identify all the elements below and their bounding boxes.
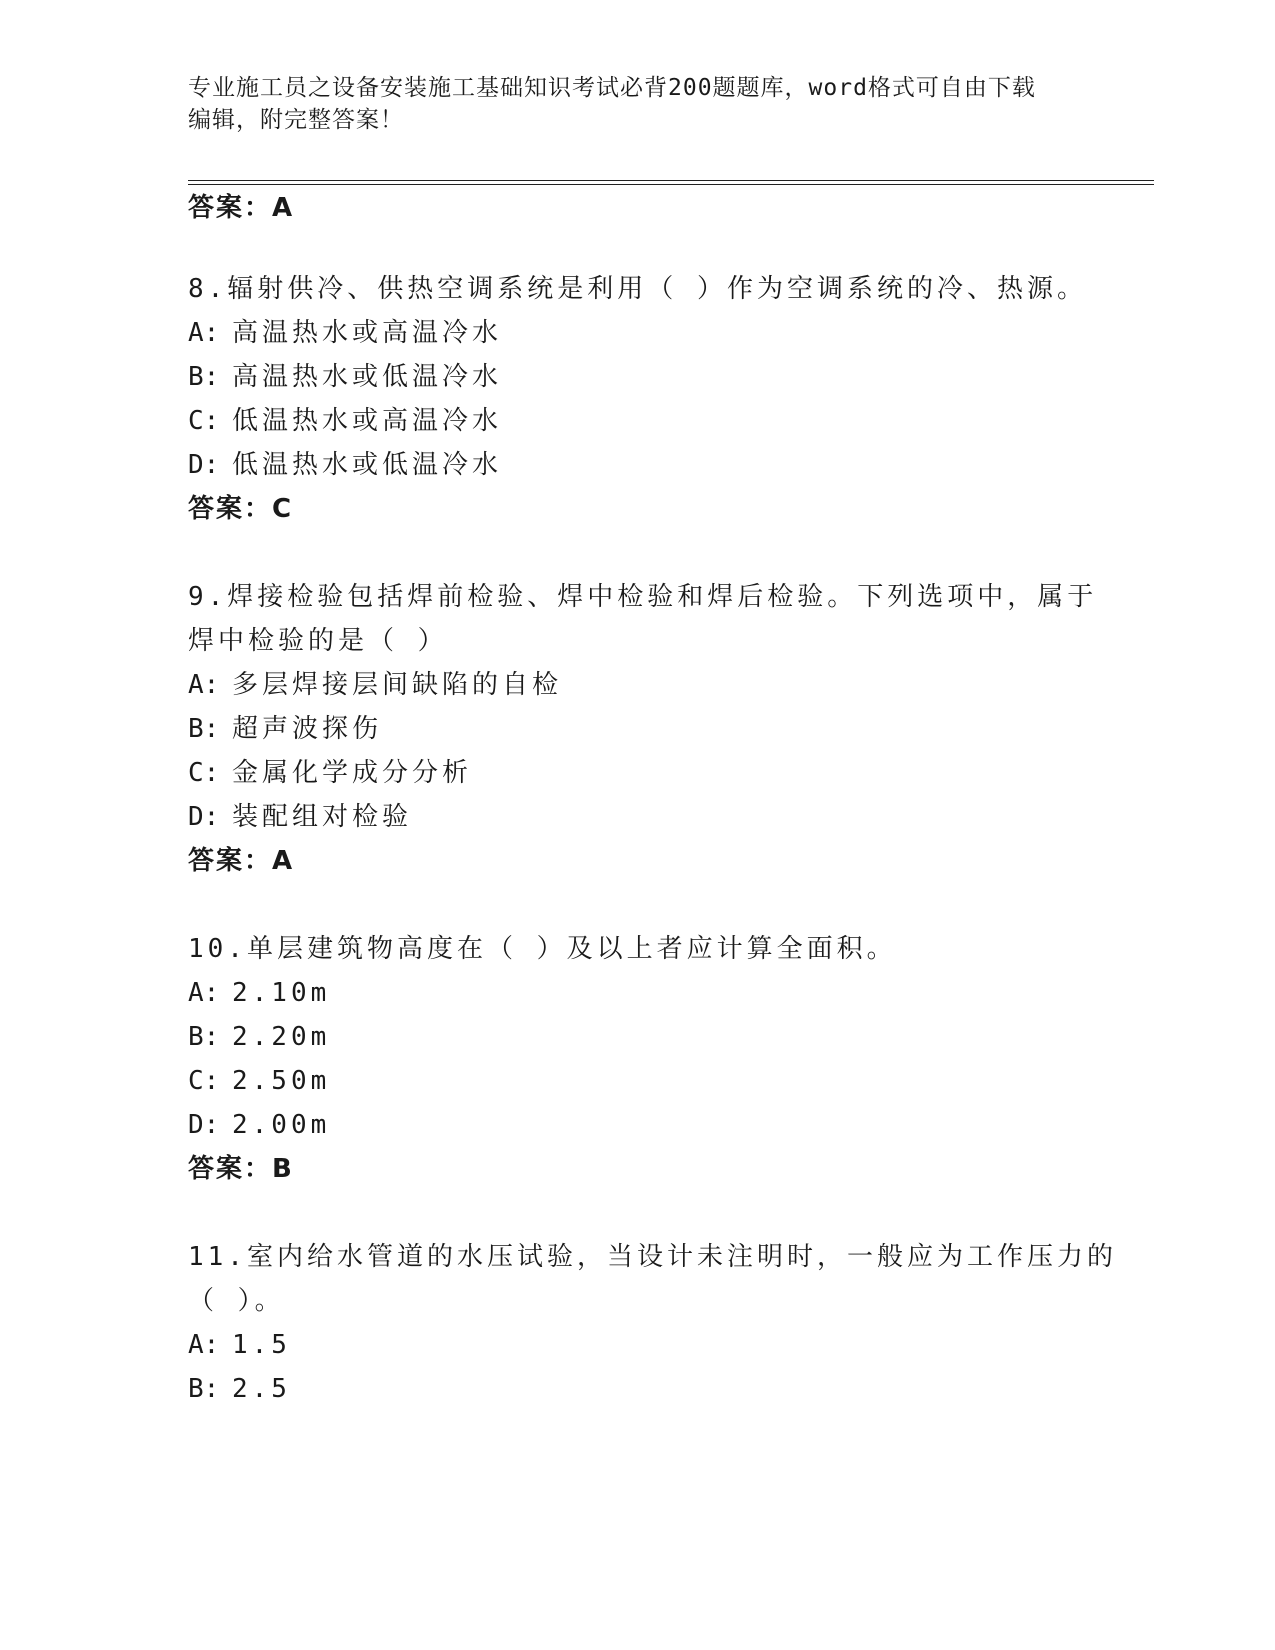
option-key: B: (188, 1374, 220, 1404)
option-text: 装配组对检验 (232, 802, 413, 832)
question-9-option-a (188, 668, 562, 702)
question-9-option-c (188, 756, 472, 790)
option-key: A: (188, 318, 220, 348)
option-key: D: (188, 450, 220, 480)
answer-line: 答案：A (188, 193, 295, 223)
question-8-option-c (188, 404, 502, 438)
question-10-text: 10.单层建筑物高度在（ ）及以上者应计算全面积。 (188, 934, 897, 964)
question-8-option-b (188, 360, 502, 394)
question-10-option-d (188, 1108, 330, 1142)
header-divider-top (188, 180, 1154, 181)
header-line-2: 编辑，附完整答案！ (188, 107, 404, 133)
question-10-option-b (188, 1020, 330, 1054)
option-text: 2.5 (232, 1374, 291, 1404)
question-11-option-a (188, 1328, 291, 1362)
option-text: 金属化学成分分析 (232, 758, 473, 788)
question-10-option-c (188, 1064, 330, 1098)
question-11-text-line-2: （ ）。 (188, 1286, 285, 1316)
option-text: 多层焊接层间缺陷的自检 (232, 670, 563, 700)
question-8-answer: 答案：C (188, 494, 294, 524)
question-8-text: 8.辐射供冷、供热空调系统是利用（ ）作为空调系统的冷、热源。 (188, 274, 1087, 304)
option-text: 低温热水或低温冷水 (232, 450, 503, 480)
question-11-option-b (188, 1372, 291, 1406)
option-key: C: (188, 758, 220, 788)
question-8-option-d (188, 448, 502, 482)
question-9-text-line-2: 焊中检验的是（ ） (188, 626, 448, 656)
option-key: D: (188, 802, 220, 832)
question-9-text-line-1: 9.焊接检验包括焊前检验、焊中检验和焊后检验。下列选项中，属于 (188, 582, 1098, 612)
header-divider-bottom (188, 184, 1154, 185)
question-10-option-a (188, 976, 330, 1010)
option-key: A: (188, 670, 220, 700)
document-header (188, 72, 1088, 136)
option-text: 1.5 (232, 1330, 291, 1360)
option-key: B: (188, 1022, 220, 1052)
option-key: A: (188, 978, 220, 1008)
option-key: C: (188, 406, 220, 436)
question-9-answer: 答案：A (188, 846, 295, 876)
question-9-option-d (188, 800, 412, 834)
question-11-text-line-1: 11.室内给水管道的水压试验，当设计未注明时，一般应为工作压力的 (188, 1242, 1117, 1272)
option-text: 低温热水或高温冷水 (232, 406, 503, 436)
option-text: 2.50m (232, 1066, 331, 1096)
option-text: 2.00m (232, 1110, 331, 1140)
option-key: B: (188, 362, 220, 392)
option-text: 2.20m (232, 1022, 331, 1052)
option-text: 超声波探伤 (232, 714, 383, 744)
option-key: D: (188, 1110, 220, 1140)
option-text: 2.10m (232, 978, 331, 1008)
option-key: C: (188, 1066, 220, 1096)
question-8-option-a (188, 316, 502, 350)
header-line-1: 专业施工员之设备安装施工基础知识考试必背200题题库，word格式可自由下载 (188, 75, 1036, 101)
question-9-option-b (188, 712, 382, 746)
question-10-answer: 答案：B (188, 1154, 294, 1184)
option-key: A: (188, 1330, 220, 1360)
option-key: B: (188, 714, 220, 744)
option-text: 高温热水或低温冷水 (232, 362, 503, 392)
option-text: 高温热水或高温冷水 (232, 318, 503, 348)
